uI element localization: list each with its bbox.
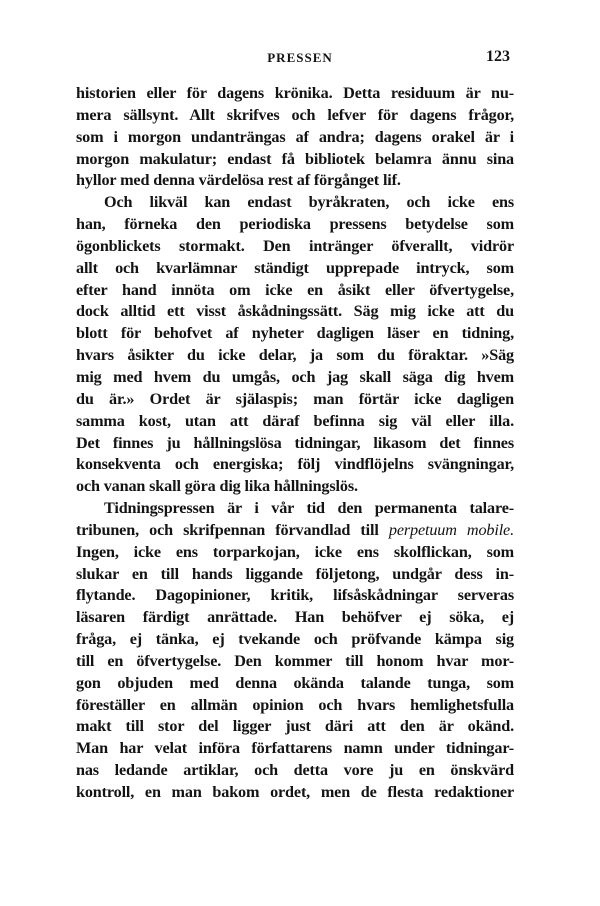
text-line: samma kost, utan att däraf befinna sig väl eller illa.	[76, 411, 514, 430]
text-line: gon objuden med denna okända talande tunga, som	[76, 673, 514, 692]
text-line: blott för behofvet af nyheter dagligen läser en tidning,	[76, 324, 514, 343]
page-number: 123	[486, 48, 510, 65]
text-line: till en öfvertygelse. Den kommer till honom hvar mor-	[76, 651, 514, 670]
text-line: mera sällsynt. Allt skrifves och lefver för dagens frågor,	[76, 105, 514, 124]
text-line: Tidningspressen är i vår tid den permanenta talare-	[104, 499, 514, 518]
text-line: flytande. Dagopinioner, kritik, lifsåskådningar serveras	[76, 586, 514, 605]
text-line: kontroll, en man bakom ordet, men de flesta redaktioner	[76, 783, 514, 801]
text-line: hyllor med denna värdelösa rest af förgånget lif.	[76, 171, 401, 190]
text-line: och vanan skall göra dig lika hållningslös.	[76, 477, 358, 496]
text-line: Och likväl kan endast byråkraten, och icke ens	[104, 193, 514, 212]
running-header	[0, 48, 600, 70]
paragraph	[76, 498, 514, 804]
running-title: PRESSEN	[267, 50, 333, 65]
italic-phrase: perpetuum mobile.	[388, 520, 514, 539]
text-line: han, förneka den periodiska pressens betydelse som	[76, 215, 514, 234]
paragraph	[76, 83, 514, 192]
text-line: dock alltid ett visst åskådningssätt. Säg mig icke att du	[76, 302, 514, 321]
paragraph	[76, 192, 514, 498]
text-line: allt och kvarlämnar ständigt upprepade intryck, som	[76, 258, 514, 277]
text-line: som i morgon undanträngas af andra; dagens orakel är i	[76, 127, 514, 146]
text-line-roman: tribunen, och skrifpennan förvandlad till	[76, 520, 389, 539]
text-line: slukar en till hands liggande följetong, undgår dess in-	[76, 564, 514, 583]
text-line: Det finnes ju hållningslösa tidningar, likasom det finnes	[76, 433, 514, 452]
text-line: föreställer en allmän opinion och hvars hemlighetsfulla	[76, 695, 514, 714]
text-line: historien eller för dagens krönika. Detta residuum är nu-	[76, 84, 514, 102]
text-line: läsaren färdigt anrättade. Han behöfver ej söka, ej	[76, 608, 514, 627]
text-line: du är.» Ordet är själaspis; man förtär icke dagligen	[76, 389, 514, 408]
text-line: efter hand innöta om icke en åsikt eller öfvertygelse,	[76, 280, 514, 299]
text-line: mig med hvem du umgås, och jag skall säga dig hvem	[76, 367, 514, 386]
text-line: nas ledande artiklar, och detta vore ju en önskvärd	[76, 761, 514, 780]
text-line	[76, 520, 514, 542]
text-line: ögonblickets stormakt. Den intränger öfverallt, vidrör	[76, 236, 514, 255]
text-line: fråga, ej tänka, ej tvekande och pröfvande kämpa sig	[76, 630, 514, 649]
text-line: morgon makulatur; endast få bibliotek belamra ännu sina	[76, 149, 514, 168]
text-line: makt till stor del ligger just däri att den är okänd.	[76, 717, 514, 736]
text-line: Ingen, icke ens torparkojan, icke ens skolflickan, som	[76, 542, 514, 561]
body-text	[76, 83, 514, 804]
text-line: hvars åsikter du icke delar, ja som du föraktar. »Säg	[76, 346, 514, 365]
text-line: Man har velat införa författarens namn under tidningar-	[76, 739, 514, 758]
text-line: konsekventa och energiska; följ vindflöjelns svängningar,	[76, 455, 514, 474]
